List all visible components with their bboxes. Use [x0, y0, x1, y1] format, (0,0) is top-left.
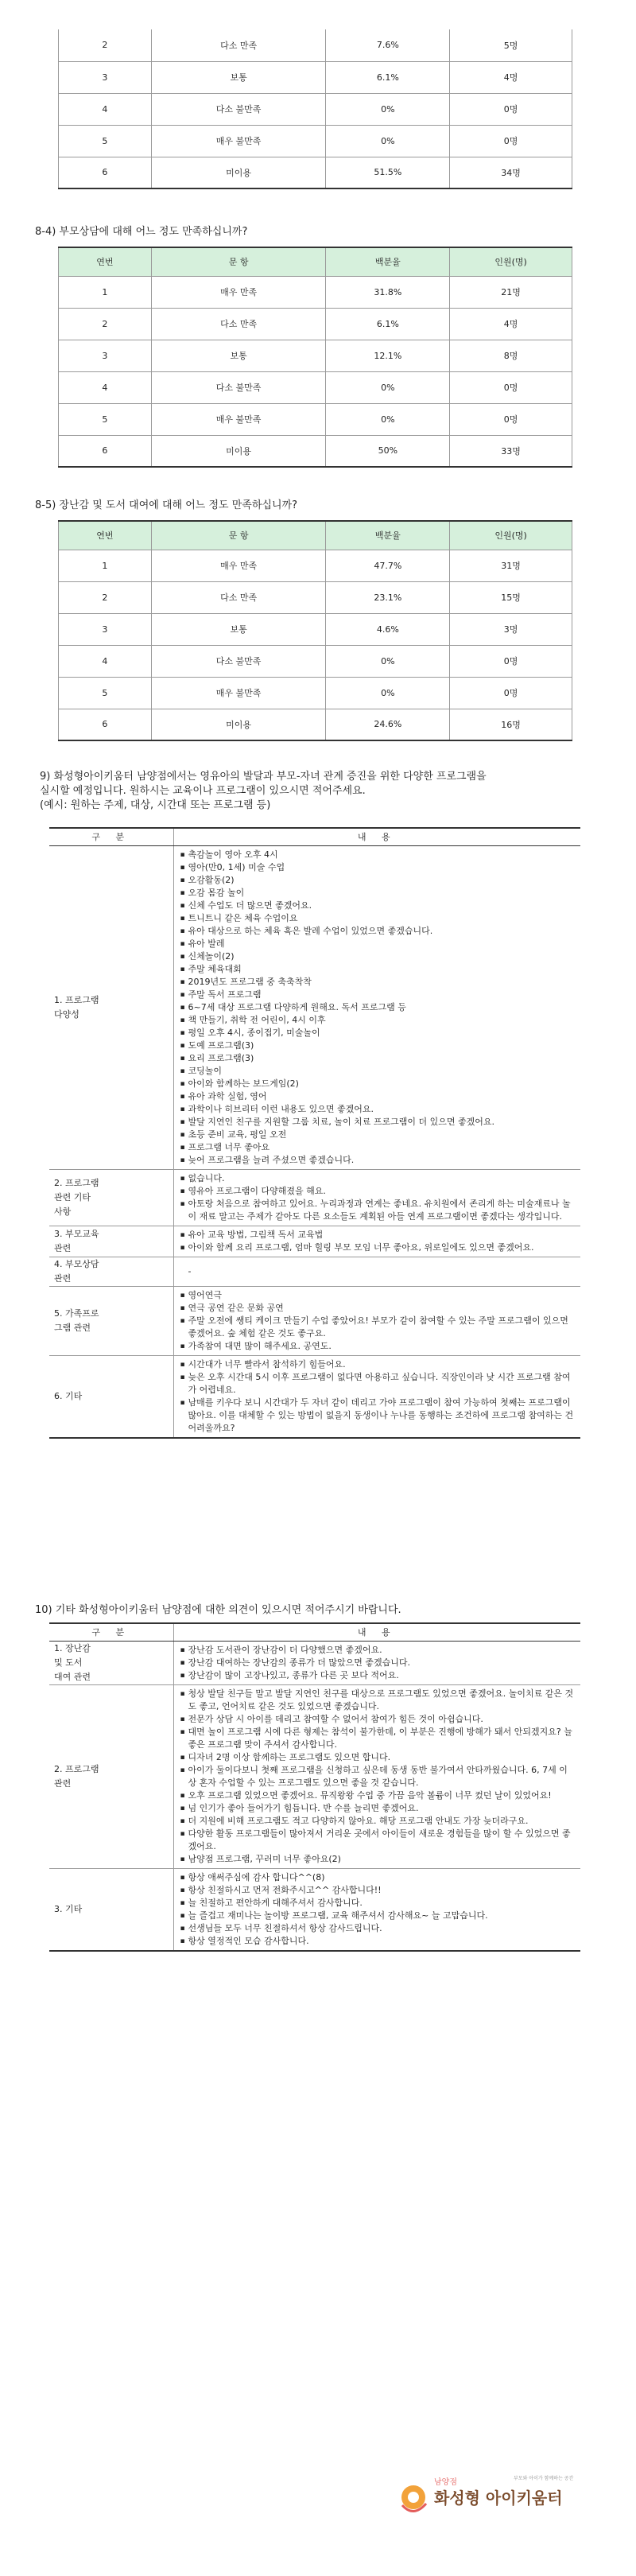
- other-opinions-table: [49, 1622, 580, 1952]
- row-count: 0명: [450, 125, 572, 157]
- row-count: 3명: [450, 613, 572, 645]
- response-list: [174, 1287, 581, 1355]
- section-content: [173, 1868, 580, 1951]
- table-row: [59, 435, 572, 467]
- response-list: [174, 1685, 581, 1868]
- row-number: 2: [59, 308, 152, 340]
- parent-counseling-satisfaction-table: [58, 247, 572, 468]
- section-content: [173, 1226, 580, 1257]
- section-label: 1. 장난감 및 도서 대여 관련: [49, 1641, 173, 1684]
- response-item: ▪ 2019년도 프로그램 중 축축착착: [180, 976, 576, 989]
- section-label: 3. 부모교육 관련: [49, 1226, 173, 1257]
- section-label: 1. 프로그램 다양성: [49, 845, 173, 1169]
- question-9-line3: (예시: 원하는 주제, 대상, 시간대 또는 프로그램 등): [40, 799, 271, 811]
- header-no: 연번: [59, 521, 152, 550]
- row-percent: 6.1%: [326, 61, 450, 93]
- logo-main-text: 화성형 아이키움터: [434, 2489, 563, 2508]
- row-item: 매우 만족: [151, 550, 326, 581]
- response-item: ▪ 선생님들 모두 너무 친절하셔서 항상 감사드립니다.: [180, 1922, 576, 1935]
- response-item: ▪ 영유아 프로그램이 다양해졌을 해요.: [180, 1185, 576, 1198]
- response-item: ▪ 도예 프로그램(3): [180, 1039, 576, 1052]
- response-item: ▪ 평일 오후 4시, 종이접기, 미술놀이: [180, 1027, 576, 1039]
- row-item: 보통: [151, 340, 326, 371]
- row-item: 매우 불만족: [151, 403, 326, 435]
- row-number: 5: [59, 677, 152, 709]
- response-item: ▪ 유아 발레: [180, 938, 576, 950]
- table-row: [59, 403, 572, 435]
- section-content: [173, 1684, 580, 1868]
- table-row: [59, 276, 572, 308]
- response-list: [174, 1263, 581, 1280]
- question-9-line2: 실시할 예정입니다. 원하시는 교육이나 프로그램이 있으시면 적어주세요.: [40, 785, 366, 797]
- row-item: 다소 불만족: [151, 371, 326, 403]
- row-percent: 0%: [326, 125, 450, 157]
- response-item: ▪ 늘 즐겁고 재미나는 놀이방 프로그램, 교육 해주셔서 감사해요~ 늘 고맙습니다.: [180, 1910, 576, 1922]
- response-list: [174, 846, 581, 1169]
- table-row: [59, 308, 572, 340]
- response-item: ▪ 늦어 프로그램을 늘려 주셨으면 좋겠습니다.: [180, 1154, 576, 1167]
- response-item: ▪ 오후 프로그램 있었으면 좋겠어요. 뮤직왕왕 수업 중 가끔 음악 볼륨이 너무 컸던 날이 있었어요!: [180, 1789, 576, 1802]
- table-row: [59, 645, 572, 677]
- table-row: [59, 581, 572, 613]
- response-item: ▪ 더 지원에 비해 프로그램도 적고 다양하지 않아요. 해당 프로그램 안내도 가장 늦더라구요.: [180, 1815, 576, 1828]
- table-row: [59, 709, 572, 740]
- row-percent: 0%: [326, 371, 450, 403]
- row-number: 3: [59, 340, 152, 371]
- response-item: ▪ 전문가 상담 시 아이를 데리고 참여할 수 없어서 참여가 힘든 것이 아쉽습니다.: [180, 1713, 576, 1726]
- response-item: ▪ 다양한 활동 프로그램들이 많아져서 거리운 곳에서 아이들이 새로운 경험들을 많이 할 수 있었으면 좋겠어요.: [180, 1828, 576, 1853]
- response-item: ▪ 초등 준비 교육, 평일 오전: [180, 1129, 576, 1141]
- response-item: ▪ 영어연극: [180, 1289, 576, 1302]
- table-row: [59, 157, 572, 188]
- row-item: 매우 불만족: [151, 677, 326, 709]
- section-label: 6. 기타: [49, 1355, 173, 1438]
- row-item: 다소 만족: [151, 581, 326, 613]
- response-item: ▪ 오감활동(2): [180, 874, 576, 887]
- row-number: 4: [59, 645, 152, 677]
- row-number: 5: [59, 125, 152, 157]
- section-row: [49, 1641, 580, 1684]
- row-number: 3: [59, 613, 152, 645]
- row-number: 1: [59, 276, 152, 308]
- section-content: [173, 1641, 580, 1684]
- logo-graphic: [394, 2469, 579, 2524]
- section-content: [173, 1286, 580, 1355]
- row-percent: 0%: [326, 677, 450, 709]
- row-item: 미이용: [151, 435, 326, 467]
- section-label: 2. 프로그램 관련 기타 사항: [49, 1169, 173, 1226]
- section-row: [49, 1355, 580, 1438]
- response-item: ▪ 아이가 둘이다보니 첫째 프로그램을 신청하고 싶은데 동생 동반 불가여서 안타까웠습니다. 6, 7세 이상 혼자 수업할 수 있는 프로그램도 있으면 좋을 것 같습니다.: [180, 1764, 576, 1789]
- row-item: 다소 불만족: [151, 93, 326, 125]
- row-count: 0명: [450, 371, 572, 403]
- response-item: ▪ 늦은 오후 시간대 5시 이후 프로그램이 없다면 아용하고 싶습니다. 직장인이라 낮 시간 프로그램 참여가 어렵네요.: [180, 1371, 576, 1397]
- row-count: 21명: [450, 276, 572, 308]
- row-item: 다소 불만족: [151, 645, 326, 677]
- section-row: [49, 1684, 580, 1868]
- row-count: 0명: [450, 93, 572, 125]
- question-8-4-title: 8-4) 부모상담에 대해 어느 정도 만족하십니까?: [35, 226, 248, 238]
- response-item: ▪ 아이와 함께하는 보드게임(2): [180, 1078, 576, 1090]
- row-number: 4: [59, 93, 152, 125]
- row-item: 매우 만족: [151, 276, 326, 308]
- section-label: 2. 프로그램 관련: [49, 1684, 173, 1868]
- response-item: ▪ 유아 과학 실험, 영어: [180, 1090, 576, 1103]
- section-content: [173, 845, 580, 1169]
- response-item: ▪ 신체놀이(2): [180, 950, 576, 963]
- response-item: ▪ 항상 열정적인 모습 감사합니다.: [180, 1935, 576, 1948]
- question-9-line1: 9) 화성형아이키움터 남양점에서는 영유아의 발달과 부모-자녀 관계 증진을 위한 다양한 프로그램을: [40, 771, 487, 783]
- section-row: [49, 1286, 580, 1355]
- row-count: 4명: [450, 308, 572, 340]
- header-item: 문 항: [151, 521, 326, 550]
- header-item: 문 항: [151, 247, 326, 276]
- header-percent: 백분율: [326, 521, 450, 550]
- section-content: [173, 1355, 580, 1438]
- header-category: 구 분: [49, 828, 173, 845]
- response-item: ▪ 장난감 대여하는 장난감의 종류가 더 많았으면 좋겠습니다.: [180, 1657, 576, 1669]
- section-row: [49, 1169, 580, 1226]
- response-list: [174, 1869, 581, 1950]
- row-count: 5명: [450, 29, 572, 61]
- row-number: 2: [59, 581, 152, 613]
- row-item: 미이용: [151, 157, 326, 188]
- section-row: [49, 1257, 580, 1286]
- response-item: ▪ 항상 친절하시고 먼저 전화주시고^^ 감사합니다!!: [180, 1884, 576, 1897]
- header-content: 내 용: [173, 828, 580, 845]
- row-item: 보통: [151, 61, 326, 93]
- row-percent: 50%: [326, 435, 450, 467]
- row-percent: 6.1%: [326, 308, 450, 340]
- section-label: 5. 가족프로 그램 관련: [49, 1286, 173, 1355]
- response-list: [174, 1226, 581, 1257]
- row-count: 0명: [450, 645, 572, 677]
- section-row: [49, 845, 580, 1169]
- header-count: 인원(명): [450, 521, 572, 550]
- row-number: 2: [59, 29, 152, 61]
- response-item: ▪ 남매를 키우다 보니 시간대가 두 자녀 같이 데리고 가야 프로그램이 참여 가능하여 첫째는 프로그램이 많아요. 이를 대체할 수 있는 방법이 없을지 동생이나 누나를 동행하는 조건하에 프로그램 참여하는 건 어려울까요?: [180, 1397, 576, 1435]
- response-item: ▪ 신체 수업도 더 많으면 좋겠어요.: [180, 899, 576, 912]
- response-item: ▪ 없습니다.: [180, 1172, 576, 1185]
- row-number: 3: [59, 61, 152, 93]
- section-content: [173, 1169, 580, 1226]
- response-item: ▪ 코딩놀이: [180, 1065, 576, 1078]
- response-list: [174, 1170, 581, 1226]
- response-item: ▪ 유아 대상으로 하는 체육 혹은 발레 수업이 있었으면 좋겠습니다.: [180, 925, 576, 938]
- response-item: ▪ 장난감 도서관이 장난감이 더 다양했으면 좋겠어요.: [180, 1644, 576, 1657]
- table-row: [59, 677, 572, 709]
- table-row: [59, 93, 572, 125]
- row-count: 34명: [450, 157, 572, 188]
- response-item: ▪ 유아 교육 방법, 그림책 독서 교육법: [180, 1229, 576, 1241]
- table-row: [59, 29, 572, 61]
- header-category: 구 분: [49, 1623, 173, 1641]
- table-row: [59, 125, 572, 157]
- row-number: 6: [59, 157, 152, 188]
- response-item: ▪ 아토랑 처음으로 참여하고 있어요. 누리과정과 연계는 좋네요. 유치원에서 존리게 하는 미술재료나 놀이 재료 말고는 주제가 같아도 다른 요소들도 계획된 아들 연계 프로그램이면 좋겠다는 생각입니다.: [180, 1198, 576, 1223]
- row-number: 6: [59, 435, 152, 467]
- response-item: -: [188, 1265, 192, 1276]
- table-row: [59, 550, 572, 581]
- section-content: [173, 1257, 580, 1286]
- row-count: 0명: [450, 677, 572, 709]
- response-item: ▪ 트니트니 같은 체육 수업이요: [180, 912, 576, 925]
- row-percent: 12.1%: [326, 340, 450, 371]
- logo-tagline: 부모와 아이가 함께하는 공간: [514, 2476, 574, 2481]
- response-item: ▪ 발달 지연인 친구를 지원할 그룹 치료, 놀이 치료 프로그램이 더 있으면 좋겠어요.: [180, 1116, 576, 1129]
- response-list: [174, 1356, 581, 1437]
- row-percent: 51.5%: [326, 157, 450, 188]
- row-item: 다소 만족: [151, 29, 326, 61]
- response-item: ▪ 주말 오전에 쌩티 케이크 만들기 수업 좋았어요! 부모가 같이 참여할 수 있는 주말 프로그램이 있으면 좋겠어요. 숲 체험 같은 것도 좋구요.: [180, 1315, 576, 1340]
- toy-book-rental-satisfaction-table: [58, 520, 572, 741]
- row-item: 매우 불만족: [151, 125, 326, 157]
- row-count: 4명: [450, 61, 572, 93]
- response-item: ▪ 과학이나 히브리터 이런 내용도 있으면 좋겠어요.: [180, 1103, 576, 1116]
- hwaseong-ikiumteo-logo: [394, 2469, 579, 2524]
- row-item: 미이용: [151, 709, 326, 740]
- response-item: ▪ 시간대가 너무 빨라서 참석하기 힘들어요.: [180, 1358, 576, 1371]
- response-item: ▪ 촉감놀이 영아 오후 4시: [180, 849, 576, 861]
- row-count: 33명: [450, 435, 572, 467]
- row-percent: 7.6%: [326, 29, 450, 61]
- response-item: ▪ 가족참여 대면 많이 해주세요. 공연도.: [180, 1340, 576, 1353]
- header-count: 인원(명): [450, 247, 572, 276]
- section-label: 3. 기타: [49, 1868, 173, 1951]
- response-item: ▪ 늘 친절하고 편안하게 대해주셔서 감사합니다.: [180, 1897, 576, 1910]
- row-number: 4: [59, 371, 152, 403]
- response-item: ▪ 프로그램 너무 좋아요: [180, 1141, 576, 1154]
- header-percent: 백분율: [326, 247, 450, 276]
- response-item: ▪ 장난감이 많이 고장나있고, 종류가 다른 곳 보다 적어요.: [180, 1669, 576, 1682]
- row-count: 15명: [450, 581, 572, 613]
- row-item: 보통: [151, 613, 326, 645]
- row-percent: 24.6%: [326, 709, 450, 740]
- row-percent: 0%: [326, 645, 450, 677]
- response-item: ▪ 요리 프로그램(3): [180, 1052, 576, 1065]
- response-item: ▪ 디자녀 2명 이상 함께하는 프로그램도 있으면 합니다.: [180, 1751, 576, 1764]
- satisfaction-table-continued: [58, 29, 572, 189]
- row-count: 16명: [450, 709, 572, 740]
- table-row: [59, 371, 572, 403]
- response-item: ▪ 주말 독서 프로그램: [180, 989, 576, 1001]
- section-label: 4. 부모상담 관련: [49, 1257, 173, 1286]
- response-item: ▪ 아이와 함께 요리 프로그램, 엄마 힐링 부모 모임 너무 좋아요, 위로일에도 있으면 좋겠어요.: [180, 1241, 576, 1254]
- row-percent: 0%: [326, 93, 450, 125]
- response-item: ▪ 주말 체육대회: [180, 963, 576, 976]
- response-item: ▪ 넘 인기가 좋아 들어가기 힘듭니다. 반 수를 늘리면 좋겠어요.: [180, 1802, 576, 1815]
- question-10-title: 10) 기타 화성형아이키움터 남양점에 대한 의견이 있으시면 적어주시기 바랍니다.: [35, 1604, 401, 1616]
- section-row: [49, 1868, 580, 1951]
- header-no: 연번: [59, 247, 152, 276]
- response-list: [174, 1642, 581, 1684]
- response-item: ▪ 영아(만0, 1세) 미술 수업: [180, 861, 576, 874]
- response-item: ▪ 책 만들기, 취학 전 어린이, 4시 이후: [180, 1014, 576, 1027]
- row-percent: 31.8%: [326, 276, 450, 308]
- row-percent: 4.6%: [326, 613, 450, 645]
- row-percent: 23.1%: [326, 581, 450, 613]
- logo-branch-text: 남양점: [434, 2478, 457, 2487]
- section-row: [49, 1226, 580, 1257]
- response-item: ▪ 남양점 프로그램, 꾸러미 너무 좋아요(2): [180, 1853, 576, 1866]
- row-number: 1: [59, 550, 152, 581]
- response-item: ▪ 오감 몸감 놀이: [180, 887, 576, 899]
- table-row: [59, 613, 572, 645]
- row-percent: 47.7%: [326, 550, 450, 581]
- row-number: 5: [59, 403, 152, 435]
- response-item: ▪ 6~7세 대상 프로그램 다양하게 원해요. 독서 프로그램 등: [180, 1001, 576, 1014]
- row-count: 8명: [450, 340, 572, 371]
- program-requests-table: [49, 827, 580, 1439]
- response-item: ▪ 연극 공연 같은 문화 공연: [180, 1302, 576, 1315]
- response-item: ▪ 대면 놀이 프로그램 시에 다른 형제는 참석이 불가한데, 이 부분은 진행에 방해가 돼서 안되겠지요? 늘 좋은 프로그램 맞이 주셔서 감사합니다.: [180, 1726, 576, 1751]
- row-count: 31명: [450, 550, 572, 581]
- table-row: [59, 340, 572, 371]
- row-number: 6: [59, 709, 152, 740]
- row-percent: 0%: [326, 403, 450, 435]
- table-row: [59, 61, 572, 93]
- row-item: 다소 만족: [151, 308, 326, 340]
- response-item: ▪ 청상 발달 친구들 말고 발달 지연인 친구를 대상으로 프로그램도 있었으면 좋겠어요. 놀이치료 같은 것도 좋고, 언어치료 같은 것도 있었으면 좋겠습니다.: [180, 1688, 576, 1713]
- response-item: ▪ 항상 애써주심에 감사 합니다^^(8): [180, 1871, 576, 1884]
- question-8-5-title: 8-5) 장난감 및 도서 대여에 대해 어느 정도 만족하십니까?: [35, 499, 297, 511]
- header-content: 내 용: [173, 1623, 580, 1641]
- row-count: 0명: [450, 403, 572, 435]
- question-9-intro: [40, 770, 487, 813]
